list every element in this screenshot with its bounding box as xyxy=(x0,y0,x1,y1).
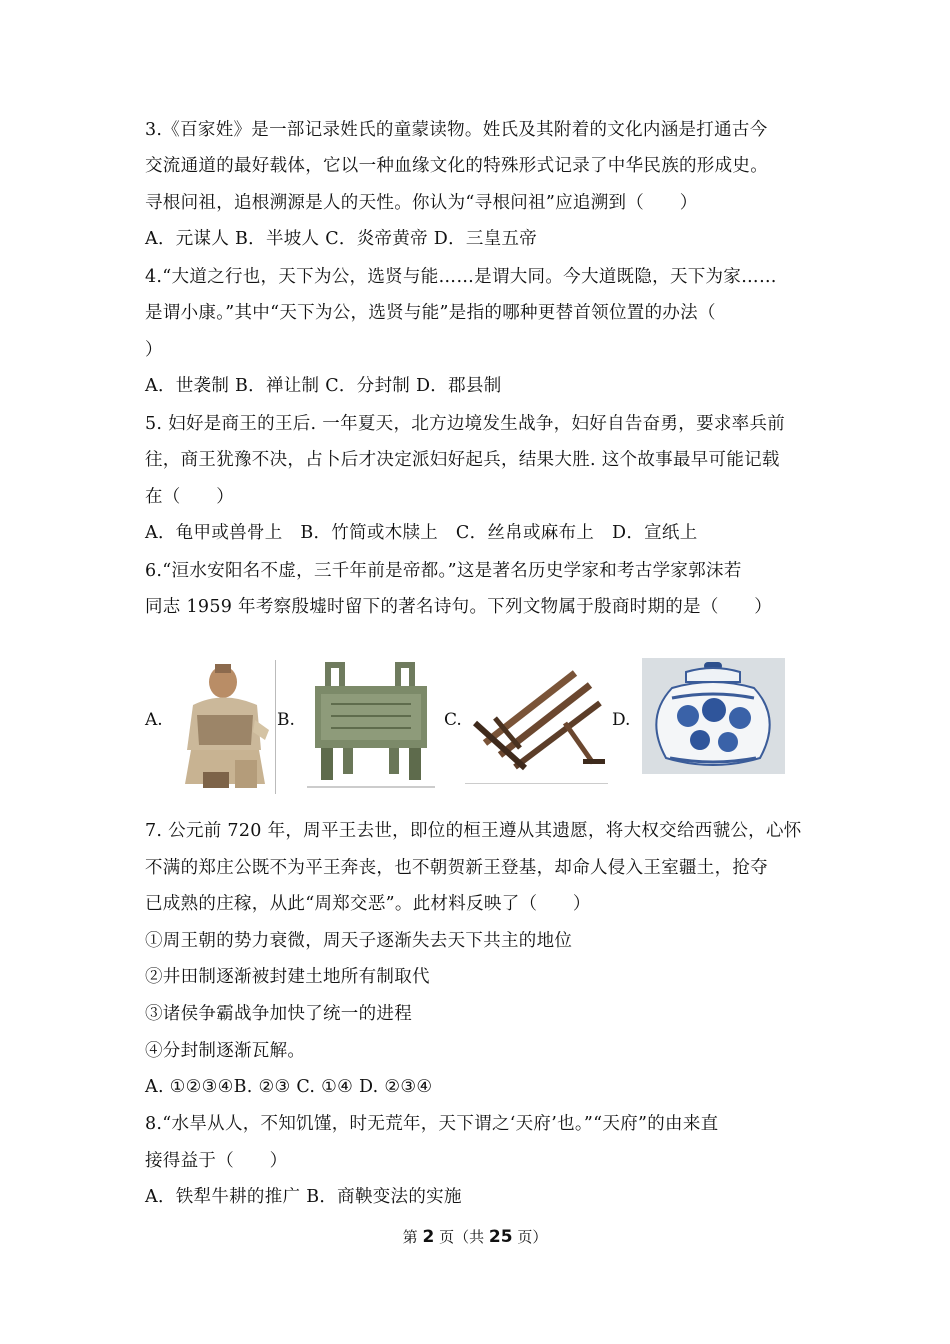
q3-line-1: 3.《百家姓》是一部记录姓氏的童蒙读物。姓氏及其附着的文化内涵是打通古今 xyxy=(145,120,768,140)
q4-line-2: 是谓小康。”其中“天下为公，选贤与能”是指的哪种更替首领位置的办法（ xyxy=(145,303,716,323)
q7-statement-3: ③诸侯争霸战争加快了统一的进程 xyxy=(145,1004,412,1024)
q7-options: A. ①②③④B. ②③ C. ①④ D. ②③④ xyxy=(145,1077,433,1097)
q4-line-1: 4.“大道之行也，天下为公，选贤与能……是谓大同。今大道既隐，天下为家…… xyxy=(145,267,777,287)
q7-statement-4: ④分封制逐渐瓦解。 xyxy=(145,1041,306,1061)
q5-line-3: 在（ ） xyxy=(145,487,234,507)
q3-line-2: 交流通道的最好载体，它以一种血缘文化的特殊形式记录了中华民族的形成史。 xyxy=(145,156,768,176)
q8-line-2: 接得益于（ ） xyxy=(145,1151,288,1171)
footer-suffix: 页） xyxy=(517,1228,548,1246)
q7-line-1: 7. 公元前 720 年，周平王去世，即位的桓王遵从其遗愿，将大权交给西虢公，心怀 xyxy=(145,821,802,841)
q6-figure-row xyxy=(145,658,805,798)
q7-line-2: 不满的郑庄公既不为平王奔丧，也不朝贺新王登基，却命人侵入王室疆土，抢夺 xyxy=(145,858,768,878)
q7-statement-2: ②井田制逐渐被封建土地所有制取代 xyxy=(145,967,430,987)
q7-statement-1: ①周王朝的势力衰微，周天子逐渐失去天下共主的地位 xyxy=(145,931,573,951)
q7-line-3: 已成熟的庄稼，从此“周郑交恶”。此材料反映了（ ） xyxy=(145,894,591,914)
figure-label-b: B. xyxy=(277,710,295,730)
bronze-ding-image xyxy=(297,660,440,788)
figure-label-d: D. xyxy=(612,710,631,730)
footer-prefix: 第 xyxy=(402,1228,418,1246)
q3-options: A．元谋人 B．半坡人 C．炎帝黄帝 D．三皇五帝 xyxy=(145,229,538,249)
q4-options: A．世袭制 B．禅让制 C．分封制 D．郡县制 xyxy=(145,376,502,396)
blue-white-porcelain-jar-image xyxy=(642,658,785,774)
q5-line-2: 往，商王犹豫不决，占卜后才决定派妇好起兵，结果大胜. 这个故事最早可能记载 xyxy=(145,450,780,470)
q8-options: A．铁犁牛耕的推广 B．商鞅变法的实施 xyxy=(145,1187,462,1207)
footer-page-number: 2 xyxy=(422,1227,435,1247)
footer-middle: 页（共 xyxy=(439,1228,485,1246)
q5-line-1: 5. 妇好是商王的王后. 一年夏天，北方边境发生战争，妇好自告奋勇，要求率兵前 xyxy=(145,414,786,434)
footer-total-pages: 25 xyxy=(488,1227,513,1247)
page-footer xyxy=(0,1226,950,1247)
q6-line-2: 同志 1959 年考察殷墟时留下的著名诗句。下列文物属于殷商时期的是（ ） xyxy=(145,597,773,617)
figure-label-c: C. xyxy=(444,710,462,730)
figure-label-a: A. xyxy=(145,710,163,730)
q8-line-1: 8.“水旱从人，不知饥馑，时无荒年，天下谓之‘天府’也。”“天府”的由来直 xyxy=(145,1114,719,1134)
wooden-plough-image xyxy=(465,663,608,784)
q4-line-3: ） xyxy=(145,340,163,360)
q3-line-3: 寻根问祖，追根溯源是人的天性。你认为“寻根问祖”应追溯到（ ） xyxy=(145,193,698,213)
terracotta-warrior-image xyxy=(165,660,276,794)
q6-line-1: 6.“洹水安阳名不虚，三千年前是帝都。”这是著名历史学家和考古学家郭沫若 xyxy=(145,561,742,581)
q5-options: A．龟甲或兽骨上 B．竹简或木牍上 C．丝帛或麻布上 D．宣纸上 xyxy=(145,523,698,543)
